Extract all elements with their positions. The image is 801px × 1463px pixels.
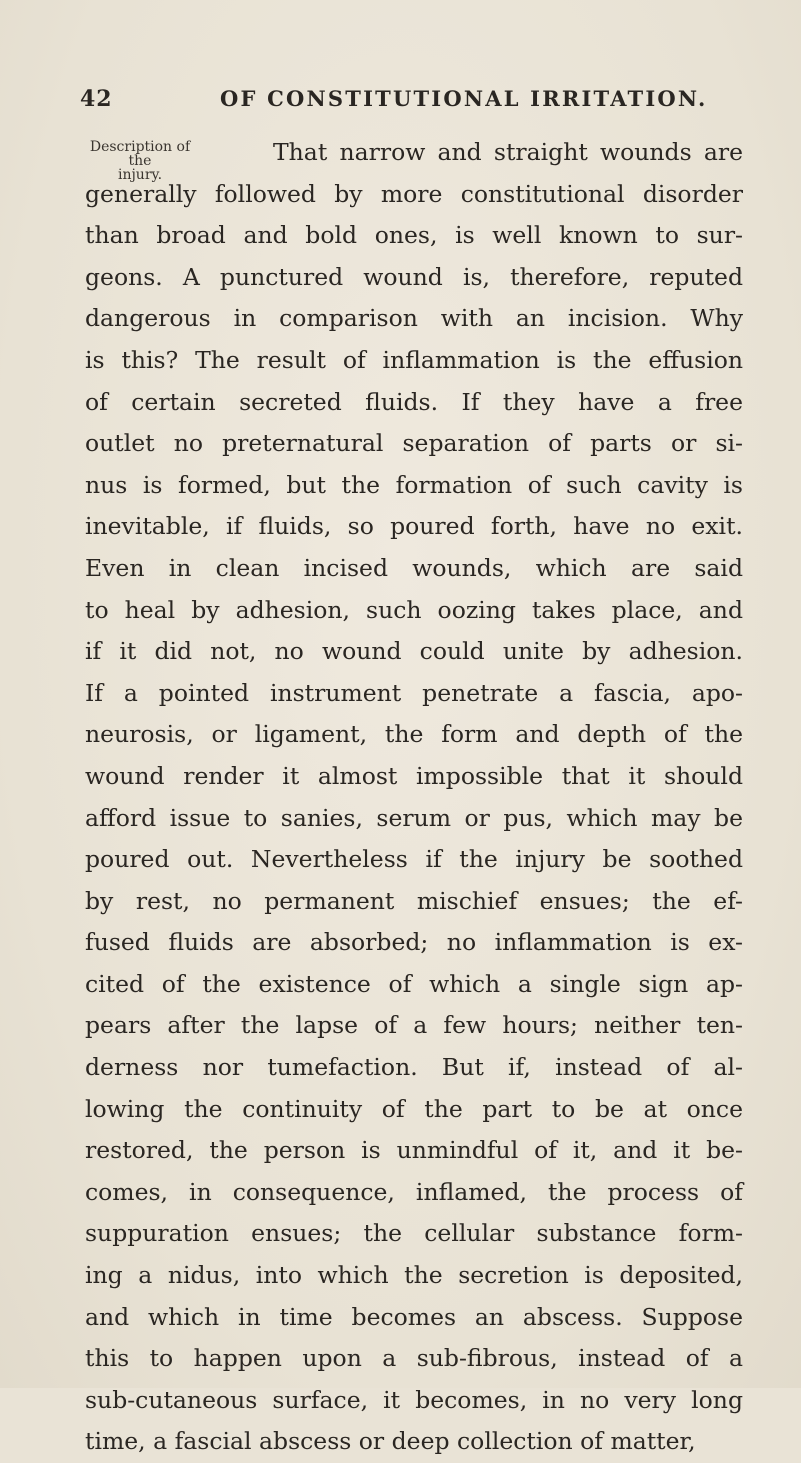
text-line: derness nor tumefaction. But if, instead of al- — [85, 1053, 743, 1082]
text-line: restored, the person is unmindful of it, and it be- — [85, 1136, 743, 1165]
text-line: ing a nidus, into which the secretion is deposited, — [85, 1261, 743, 1290]
text-line: inevitable, if fluids, so poured forth, have no exit. — [85, 512, 743, 541]
text-line: is this? The result of inflammation is the effusion — [85, 345, 743, 374]
margin-note-line: injury. — [117, 167, 163, 183]
text-line: neurosis, or ligament, the form and depth of the — [85, 720, 743, 749]
text-line: and which in time becomes an abscess. Suppose — [85, 1302, 743, 1331]
text-line: sub-cutaneous surface, it becomes, in no very long — [85, 1385, 743, 1414]
text-line: afford issue to sanies, serum or pus, which may be — [85, 803, 743, 832]
text-line: to heal by adhesion, such oozing takes place, and — [85, 595, 743, 624]
text-line: Even in clean incised wounds, which are said — [85, 553, 743, 582]
text-line: of certain secreted fluids. If they have a free — [85, 387, 743, 416]
text-line: If a pointed instrument penetrate a fascia, apo- — [85, 678, 743, 707]
text-line: poured out. Nevertheless if the injury be soothed — [85, 845, 743, 874]
body-text — [85, 132, 743, 1463]
text-line: this to happen upon a sub-fibrous, instead of a — [85, 1344, 743, 1373]
text-line: than broad and bold ones, is well known to sur- — [85, 221, 743, 250]
text-line: geons. A punctured wound is, therefore, reputed — [85, 262, 743, 291]
text-line: outlet no preternatural separation of parts or si- — [85, 429, 743, 458]
text-line: lowing the continuity of the part to be at once — [85, 1094, 743, 1123]
text-line: time, a fascial abscess or deep collection of matter, — [85, 1427, 696, 1456]
running-head — [0, 86, 801, 120]
text-line: wound render it almost impossible that it should — [85, 761, 743, 790]
margin-note-line: Description of the — [89, 139, 191, 169]
text-line: cited of the existence of which a single sign ap- — [85, 969, 743, 998]
text-line: fused fluids are absorbed; no inflammation is ex- — [85, 928, 743, 957]
text-line: pears after the lapse of a few hours; neither ten- — [85, 1011, 743, 1040]
text-line: dangerous in comparison with an incision. Why — [85, 304, 743, 333]
text-line: nus is formed, but the formation of such cavity is — [85, 470, 743, 499]
text-line: if it did not, no wound could unite by adhesion. — [85, 637, 743, 666]
running-title: OF CONSTITUTIONAL IRRITATION. — [220, 86, 708, 111]
page-number: 42 — [80, 86, 113, 112]
text-line: generally followed by more constitutional disorder — [85, 179, 743, 208]
text-line: That narrow and straight wounds are — [273, 138, 743, 166]
text-line: comes, in consequence, inflamed, the process of — [85, 1177, 743, 1206]
text-line: suppuration ensues; the cellular substance form- — [85, 1219, 743, 1248]
text-line: by rest, no permanent mischief ensues; the ef- — [85, 886, 743, 915]
